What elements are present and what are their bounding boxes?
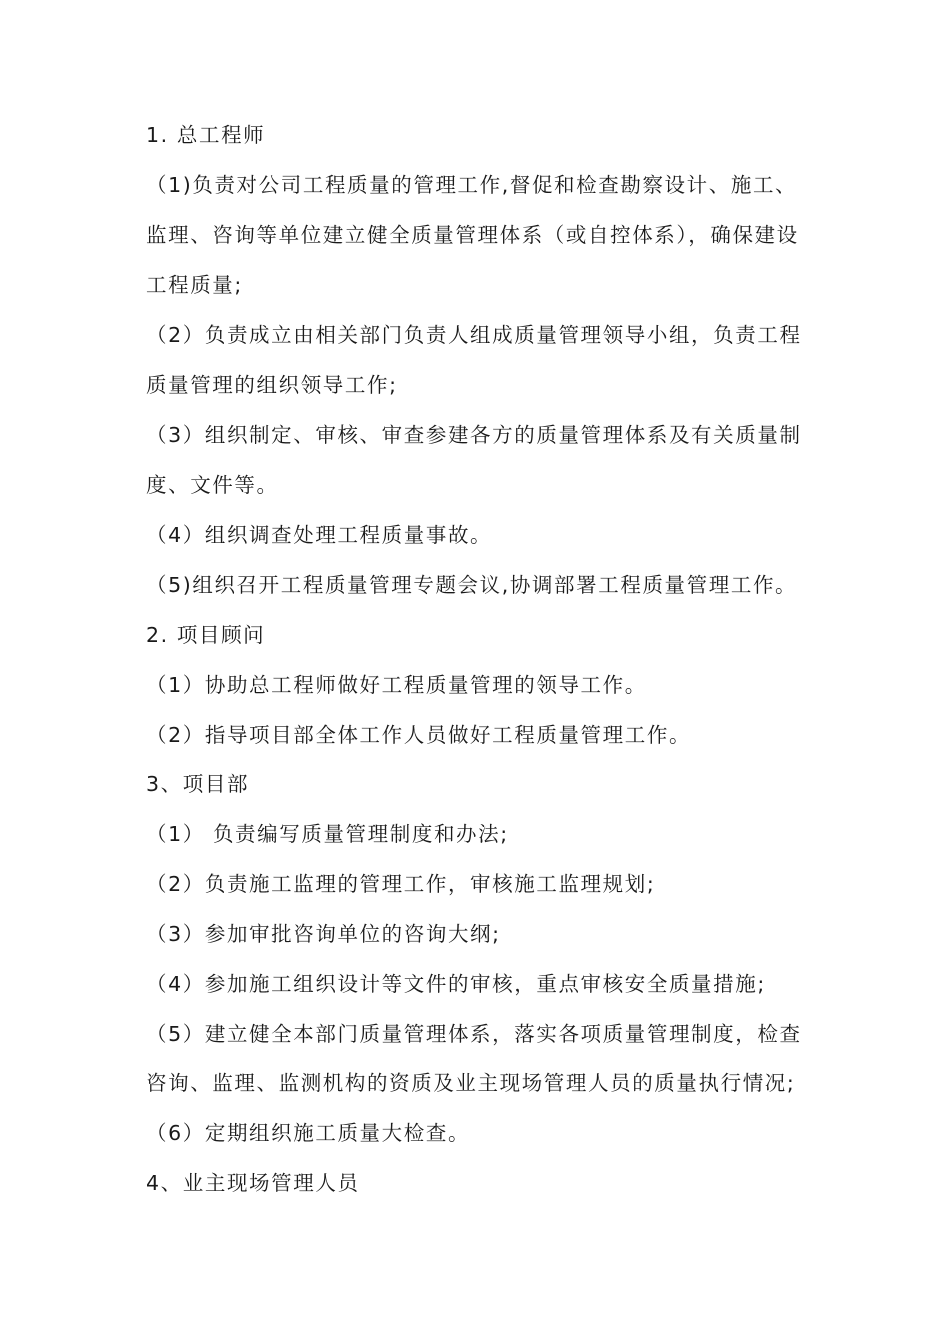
paragraph-line: 咨询、监理、监测机构的资质及业主现场管理人员的质量执行情况; — [146, 1071, 796, 1095]
paragraph-line: （5)组织召开工程质量管理专题会议,协调部署工程质量管理工作。 — [146, 573, 798, 597]
paragraph-line: 监理、咨询等单位建立健全质量管理体系（或自控体系），确保建设 — [146, 223, 799, 247]
heading-project-advisor: 2. 项目顾问 — [146, 623, 266, 647]
paragraph-line: 度、文件等。 — [146, 473, 279, 497]
heading-owner-site-staff: 4、业主现场管理人员 — [146, 1171, 360, 1195]
paragraph-line: （3）参加审批咨询单位的咨询大纲; — [146, 922, 501, 946]
heading-project-department: 3、项目部 — [146, 772, 250, 796]
paragraph-line: （1） 负责编写质量管理制度和办法; — [146, 822, 509, 846]
paragraph-line: （2）负责施工监理的管理工作，审核施工监理规划; — [146, 872, 656, 896]
paragraph-line: （1）协助总工程师做好工程质量管理的领导工作。 — [146, 673, 647, 697]
paragraph-line: （5）建立健全本部门质量管理体系，落实各项质量管理制度，检查 — [146, 1022, 802, 1046]
heading-chief-engineer: 1. 总工程师 — [146, 123, 266, 147]
paragraph-line: （3）组织制定、审核、审查参建各方的质量管理体系及有关质量制 — [146, 423, 802, 447]
paragraph-line: （1)负责对公司工程质量的管理工作,督促和检查勘察设计、施工、 — [146, 173, 798, 197]
paragraph-line: 质量管理的组织领导工作; — [146, 373, 398, 397]
paragraph-line: （6）定期组织施工质量大检查。 — [146, 1121, 471, 1145]
paragraph-line: （2）指导项目部全体工作人员做好工程质量管理工作。 — [146, 723, 692, 747]
paragraph-line: （2）负责成立由相关部门负责人组成质量管理领导小组，负责工程 — [146, 323, 802, 347]
paragraph-line: 工程质量; — [146, 273, 243, 297]
paragraph-line: （4）组织调查处理工程质量事故。 — [146, 523, 493, 547]
paragraph-line: （4）参加施工组织设计等文件的审核，重点审核安全质量措施; — [146, 972, 766, 996]
